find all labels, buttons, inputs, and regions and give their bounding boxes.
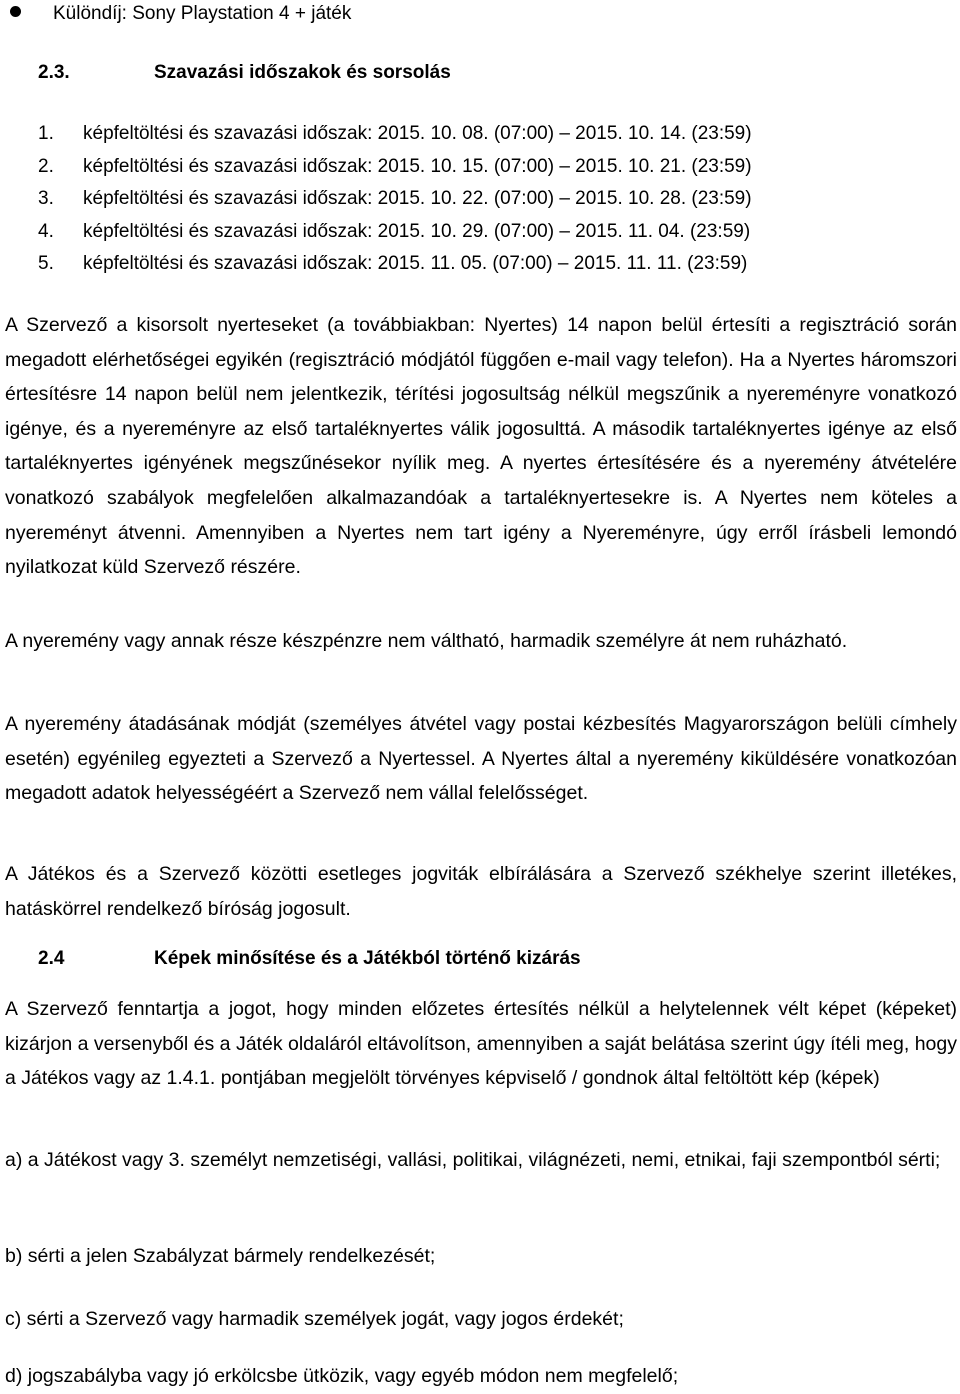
- list-item-text: képfeltöltési és szavazási időszak: 2015. 10. 08. (07:00) – 2015. 10. 14. (23:59): [83, 123, 752, 144]
- list-item-number: 5.: [38, 253, 54, 274]
- section-number: 2.3.: [38, 62, 70, 83]
- list-item: [38, 118, 752, 151]
- bullet-icon: [10, 6, 21, 17]
- winners-paragraph: A Szervező a kisorsolt nyerteseket (a továbbiakban: Nyertes) 14 napon belül értesíti a regisztráció során megadott elérhetőségei egyikén (regisztráció módjától függően e-mail vagy telefon). Ha a Nyertes háromszori értesítésre 14 napon belül nem jelentkezik, térítési jogosultság nélkül megszűnik a nyereményre vonatkozó igénye, és a nyereményre az első tartaléknyertes válik jogosulttá. A második tartaléknyertes igénye az első tartaléknyertes igényének megszűnésekor nyílik meg. A nyertes értesítésére és a nyeremény átvételére vonatkozó szabályok megfelelően alkalmazandóak a tartaléknyertesekre is. A Nyertes nem köteles a nyereményt átvenni. Amennyiben a Nyertes nem tart igény a Nyereményre, úgy erről írásbeli lemondó nyilatkozat küld Szervező részére.: [5, 314, 957, 579]
- delivery-paragraph: A nyeremény átadásának módját (személyes átvétel vagy postai kézbesítés Magyarországon belüli címhely esetén) egyénileg egyezteti a Szervező a Nyertessel. A Nyertes által a nyeremény kiküldésére vonatkozóan megadott adatok helyességéért a Szervező nem vállal felelősséget.: [5, 713, 957, 805]
- exclusion-item-d: d) jogszabályba vagy jó erkölcsbe ütközik, vagy egyéb módon nem megfelelő;: [5, 1365, 679, 1387]
- list-item: [38, 151, 752, 184]
- list-item-text: képfeltöltési és szavazási időszak: 2015. 10. 22. (07:00) – 2015. 10. 28. (23:59): [83, 188, 752, 209]
- exclusion-item-a: a) a Játékost vagy 3. személyt nemzetiségi, vallási, politikai, világnézeti, nemi, etnikai, faji szempontból sérti;: [5, 1149, 941, 1171]
- list-item-number: 3.: [38, 188, 54, 209]
- section-heading-2-3: [38, 59, 451, 87]
- list-item-number: 2.: [38, 155, 54, 177]
- section-number: 2.4: [38, 948, 65, 969]
- special-prize-bullet: [10, 0, 351, 28]
- exclusion-item-c: c) sérti a Szervező vagy harmadik személyek jogát, vagy jogos érdekét;: [5, 1308, 624, 1330]
- list-item: [38, 216, 752, 249]
- list-item-number: 4.: [38, 220, 54, 242]
- exclusion-item-b: b) sérti a jelen Szabályzat bármely rendelkezését;: [5, 1245, 436, 1267]
- section-heading-2-4: [38, 945, 581, 973]
- list-item: [38, 248, 752, 281]
- disputes-paragraph: A Játékos és a Szervező közötti esetleges jogviták elbírálására a Szervező székhelye szerint illetékes, hatáskörrel rendelkező bíróság jogosult.: [5, 863, 957, 920]
- list-item-text: képfeltöltési és szavazási időszak: 2015. 10. 15. (07:00) – 2015. 10. 21. (23:59): [83, 155, 752, 177]
- section-title: Képek minősítése és a Játékból történő kizárás: [154, 948, 581, 969]
- special-prize-text: Különdíj: Sony Playstation 4 + játék: [53, 3, 352, 24]
- exclusion-intro-paragraph: A Szervező fenntartja a jogot, hogy minden előzetes értesítés nélkül a helytelennek vélt képet (képeket) kizárjon a versenyből és a Játék oldaláról eltávolítson, amennyiben a saját belátása szerint úgy ítéli meg, hogy a Játékos vagy az 1.4.1. pontjában megjelölt törvényes képviselő / gondnok által feltöltött kép (képek): [5, 998, 957, 1090]
- list-item: [38, 183, 752, 216]
- list-item-text: képfeltöltési és szavazási időszak: 2015. 10. 29. (07:00) – 2015. 11. 04. (23:59): [83, 220, 751, 242]
- list-item-text: képfeltöltési és szavazási időszak: 2015. 11. 05. (07:00) – 2015. 11. 11. (23:59): [83, 253, 748, 274]
- section-title: Szavazási időszakok és sorsolás: [154, 62, 451, 83]
- list-item-number: 1.: [38, 123, 54, 144]
- voting-periods-list: [38, 118, 752, 281]
- cash-paragraph: A nyeremény vagy annak része készpénzre nem váltható, harmadik személyre át nem ruházható.: [5, 630, 848, 652]
